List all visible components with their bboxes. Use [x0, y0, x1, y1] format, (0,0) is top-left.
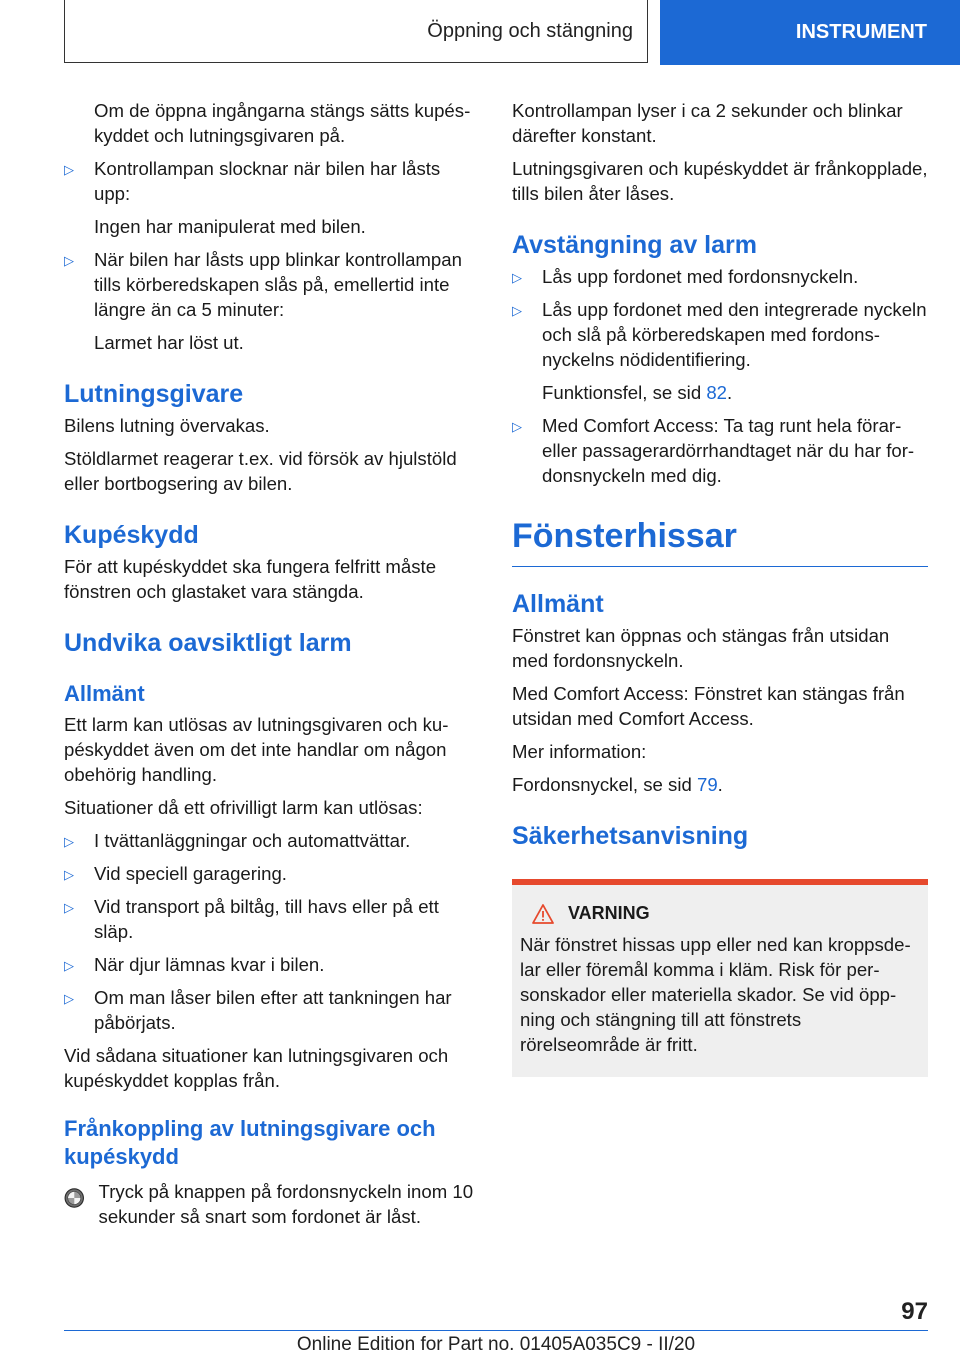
heading-tilt-sensor: Lutningsgivare — [64, 380, 244, 408]
paragraph: Kontrollampan lyser i ca 2 sekunder och blinkar därefter konstant. — [512, 100, 903, 146]
triangle-bullet-icon: ▷ — [64, 900, 74, 915]
triangle-bullet-icon: ▷ — [64, 867, 74, 882]
paragraph: Mer information: — [512, 741, 647, 762]
paragraph: Fönstret kan öppnas och stängas från utsidan med fordonsnyckeln. — [512, 625, 890, 671]
section-title: Öppning och stängning — [427, 19, 633, 42]
key-button-instruction — [64, 1179, 478, 1229]
triangle-bullet-icon: ▷ — [512, 270, 522, 285]
paragraph: Lutningsgivaren och kupéskyddet är frånkopplade, tills bilen åter låses. — [512, 158, 928, 204]
paragraph: Situationer då ett ofrivilligt larm kan utlösas: — [64, 797, 423, 818]
triangle-bullet-icon: ▷ — [64, 253, 74, 268]
triangle-bullet-icon: ▷ — [64, 991, 74, 1006]
list-item — [64, 247, 478, 355]
paragraph: Tryck på knappen på fordonsnyckeln inom 10 sekunder så snart som fordonet är låst. — [98, 1181, 474, 1227]
list-item-text: Med Comfort Access: Ta tag runt hela förar- eller passagerardörrhandtaget när du har fordonsnyckeln med dig. — [542, 415, 915, 486]
warning-text: När fönstret hissas upp eller ned kan kroppsdelar eller föremål komma i kläm. Risk för personskador eller materiella skador. Se vid öppning och stängning till att fönstrets rörelseområde är fritt. — [520, 934, 911, 1055]
triangle-bullet-icon: ▷ — [64, 958, 74, 973]
list-item-text: Vid speciell garagering. — [94, 863, 287, 884]
list-item-text: När djur lämnas kvar i bilen. — [94, 954, 325, 975]
list-item-subtext — [542, 380, 928, 405]
page-number: 97 — [901, 1298, 928, 1325]
warning-box — [512, 879, 928, 1077]
heading-power-windows: Fönsterhissar — [512, 514, 928, 567]
list-item — [64, 156, 478, 239]
ref-suffix: . — [717, 774, 723, 795]
paragraph: Stöldlarmet reagerar t.ex. vid försök av hjulstöld eller bortbogsering av bilen. — [64, 448, 457, 494]
subheading-general: Allmänt — [64, 681, 145, 706]
chapter-title: INSTRUMENT — [795, 21, 927, 43]
ref-suffix: . — [727, 382, 733, 403]
ref-text: Fordonsnyckel, se sid — [512, 774, 697, 795]
list-item — [64, 861, 478, 886]
list-item — [64, 894, 478, 944]
list-item — [64, 985, 478, 1035]
warning-triangle-icon — [532, 904, 554, 924]
heading-interior-protection: Kupéskydd — [64, 521, 199, 549]
alarm-off-list — [512, 264, 928, 488]
list-item-text: Lås upp fordonet med fordonsnyckeln. — [542, 266, 859, 287]
paragraph: Bilens lutning övervakas. — [64, 415, 270, 436]
warning-header — [520, 903, 920, 924]
heading-safety-note: Säkerhetsanvisning — [512, 822, 749, 850]
footer-edition: Online Edition for Part no. 01405A035C9 - II/20 — [296, 1334, 696, 1355]
heading-alarm-off: Avstängning av larm — [512, 231, 757, 259]
triangle-bullet-icon: ▷ — [512, 419, 522, 434]
list-item-text: Kontrollampan slocknar när bilen har låsts upp: — [94, 158, 441, 204]
subheading-general: Allmänt — [512, 590, 604, 618]
list-item — [512, 264, 928, 289]
list-item — [512, 297, 928, 405]
header-chapter-tab[interactable] — [660, 0, 960, 65]
bmw-key-button-icon — [64, 1179, 85, 1217]
paragraph: Om de öppna ingångarna stängs sätts kupéskyddet och lutningsgivaren på. — [94, 100, 471, 146]
left-column — [64, 98, 478, 1229]
situations-list — [64, 828, 478, 1035]
list-item-text: När bilen har låsts upp blinkar kontrollampan tills körberedskapen slås på, emellertid inte längre än ca 5 minuter: — [94, 249, 462, 320]
list-item — [512, 413, 928, 488]
paragraph: Ett larm kan utlösas av lutningsgivaren och kupéskyddet även om det inte handlar om någon obehörig handling. — [64, 714, 449, 785]
list-item — [64, 828, 478, 853]
list-item-text: Vid transport på biltåg, till havs eller på ett släp. — [94, 896, 439, 942]
heading-avoid-false-alarm: Undvika oavsiktligt larm — [64, 629, 352, 657]
paragraph — [512, 772, 928, 797]
list-item-subtext: Ingen har manipulerat med bilen. — [94, 216, 366, 237]
paragraph: För att kupéskyddet ska fungera felfritt måste fönstren och glastaket vara stängda. — [64, 556, 437, 602]
ref-text: Funktionsfel, se sid — [542, 382, 707, 403]
list-item-text: I tvättanläggningar och automattvättar. — [94, 830, 411, 851]
page-link[interactable]: 79 — [696, 774, 718, 795]
list-item-text: Om man låser bilen efter att tankningen har påbörjats. — [94, 987, 452, 1033]
triangle-bullet-icon: ▷ — [512, 303, 522, 318]
paragraph: Vid sådana situationer kan lutningsgivaren och kupéskyddet kopplas från. — [64, 1045, 449, 1091]
list-item-subtext: Larmet har löst ut. — [94, 332, 244, 353]
triangle-bullet-icon: ▷ — [64, 162, 74, 177]
footer-divider — [64, 1330, 928, 1331]
triangle-bullet-icon: ▷ — [64, 834, 74, 849]
right-column — [512, 98, 928, 1077]
warning-title: VARNING — [568, 903, 650, 923]
header-section-title — [64, 0, 648, 63]
status-list — [64, 156, 478, 355]
paragraph: Med Comfort Access: Fönstret kan stängas från utsidan med Comfort Access. — [512, 683, 905, 729]
subheading-disconnect: Frånkoppling av lutningsgivare och kupéskydd — [64, 1116, 436, 1169]
page-link[interactable]: 82 — [706, 382, 728, 403]
list-item — [64, 952, 478, 977]
list-item-text: Lås upp fordonet med den integrerade nyckeln och slå på körberedskapen med fordonsnyckelns nödidentifiering. — [542, 299, 927, 370]
